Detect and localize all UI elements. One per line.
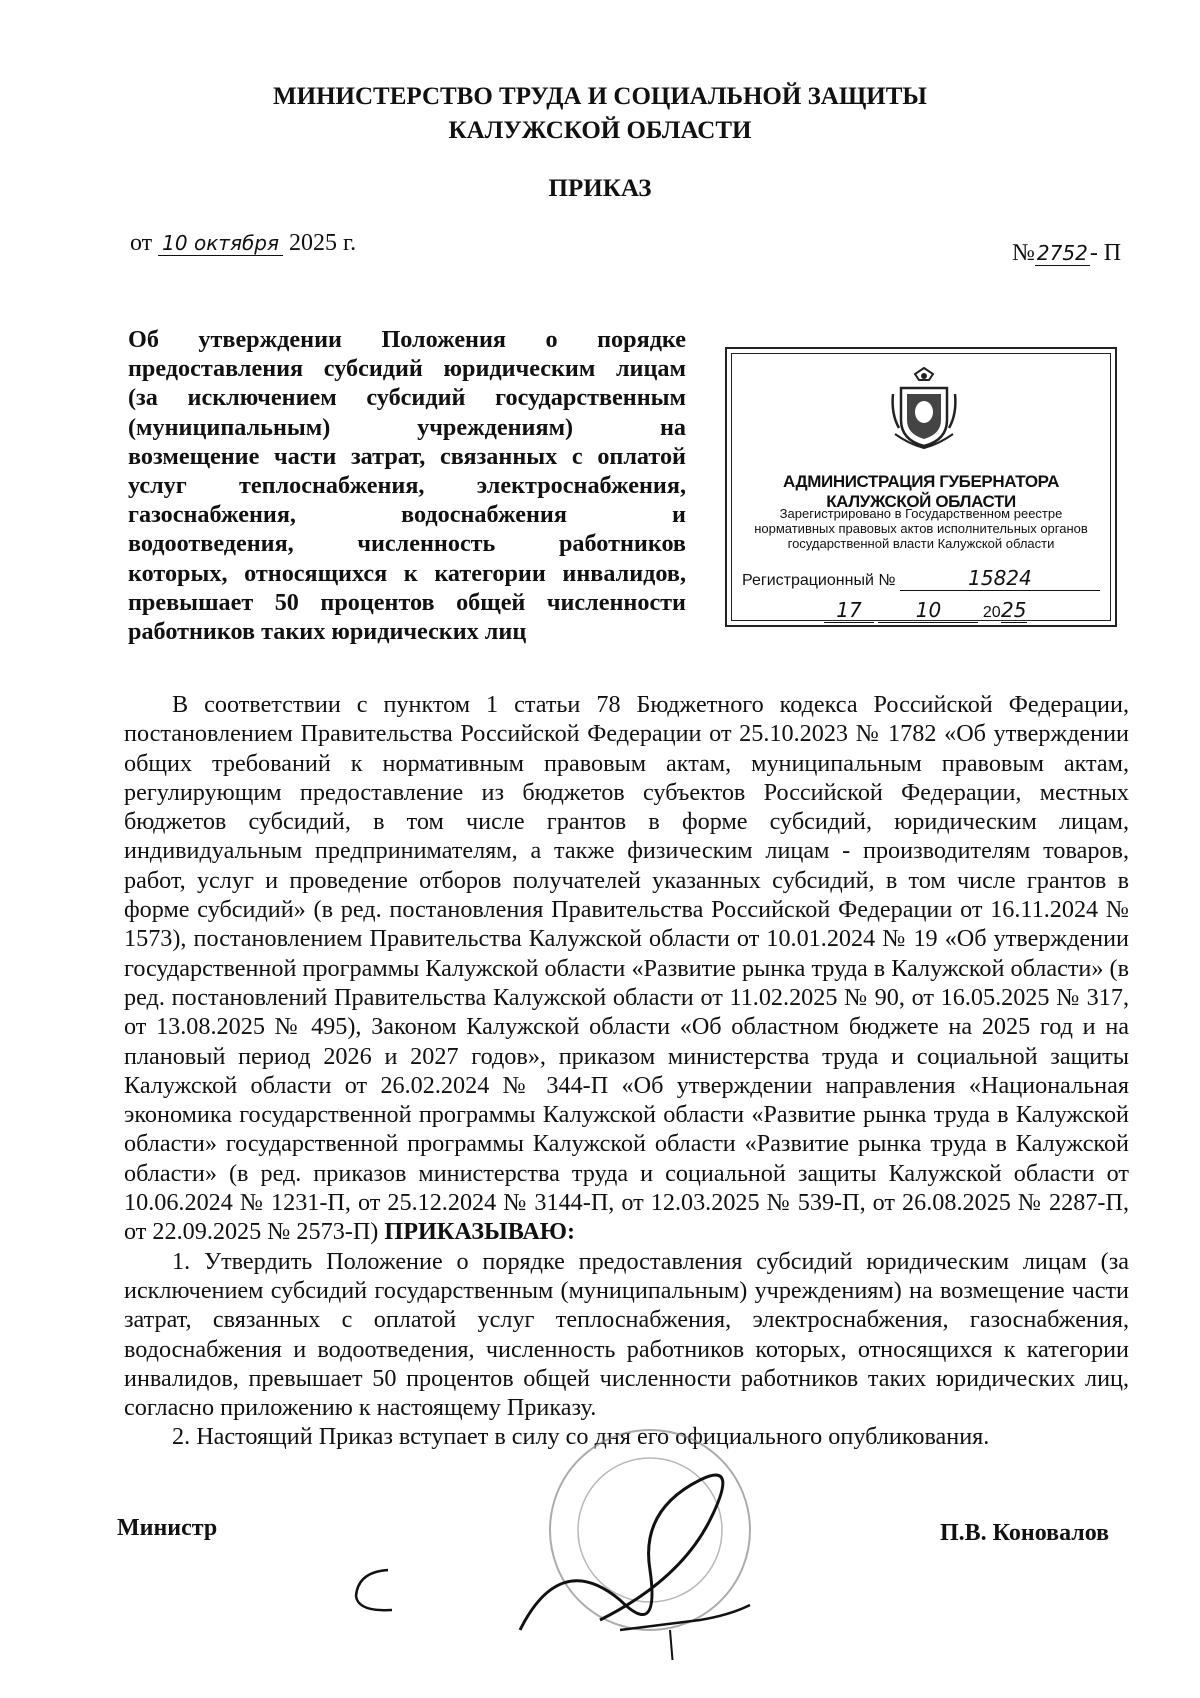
subject-line: водоотведения, численность работников (128, 530, 686, 558)
stamp-reg-year-prefix: 20 (982, 604, 1001, 621)
document-type-title: ПРИКАЗ (548, 175, 652, 202)
order-item-1: 1. Утвердить Положение о порядке предоставления субсидий юридическим лицам (за исключением субсидий государственным (муниципальным) учреждениям) на возмещение части затрат, связанных с оплатой услуг теплоснабжения, электроснабжения, газоснабжения, водоснабжения и водоотведения, численность работников которых, относящихся к категории инвалидов, превышает 50 процентов общей численности работников таких юридических лиц, согласно приложению к настоящему Приказу. (124, 1247, 1129, 1422)
handwritten-number: 2752 (1036, 241, 1088, 265)
stamp-reg-day: 17 (824, 598, 874, 623)
stamp-organization: АДМИНИСТРАЦИЯ ГУБЕРНАТОРА КАЛУЖСКОЙ ОБЛАСТИ (783, 472, 1059, 511)
date-prefix: от (130, 230, 153, 256)
coat-of-arms-icon (889, 364, 959, 450)
stamp-registered-text: Зарегистрировано в Государственном реестре нормативных правовых актов исполнительных органов государственной власти Калужской области (754, 506, 1088, 551)
ministry-name-line2: КАЛУЖСКОЙ ОБЛАСТИ (448, 117, 752, 144)
stamp-reg-month: 10 (878, 598, 978, 623)
number-suffix: - П (1089, 240, 1122, 266)
subject-line: Об утверждении Положения о порядке (128, 326, 686, 353)
subject-line: (муниципальным) учреждениям) на (128, 413, 686, 441)
handwritten-date: 10 октября (158, 231, 283, 256)
order-item-2: 2. Настоящий Приказ вступает в силу со дня его официального опубликования. (172, 1423, 990, 1451)
official-seal-icon (500, 1400, 800, 1660)
signature-stroke-icon (340, 1560, 420, 1620)
subject-line: которых, относящихся к категории инвалидов, (128, 559, 686, 587)
order-subject (128, 325, 686, 646)
subject-line: возмещение части затрат, связанных с оплатой (128, 442, 686, 470)
stamp-registration-date (824, 598, 1027, 623)
stamp-registration-number (742, 566, 1100, 591)
stamp-reg-label: Регистрационный № (742, 572, 896, 589)
registration-stamp (725, 347, 1117, 627)
order-number (1012, 240, 1121, 267)
order-body (124, 690, 1129, 1452)
subject-line: превышает 50 процентов общей численности (128, 588, 686, 616)
stamp-reg-value: 15824 (900, 566, 1100, 591)
subject-line: газоснабжения, водоснабжения и (128, 501, 686, 529)
stamp-reg-year-suffix: 25 (1000, 598, 1027, 622)
preamble-text: В соответствии с пунктом 1 статьи 78 Бюджетного кодекса Российской Федерации, постановлением Правительства Российской Федерации от 25.10.2023 № 1782 «Об утверждении общих требований к нормативным правовым актам, муниципальным правовым актам, регулирующим предоставление из бюджетов субъектов Российской Федерации, местных бюджетов субсидий, в том числе грантов в форме субсидий, юридическим лицам, индивидуальным предпринимателям, а также физическим лицам - производителям товаров, работ, услуг и проведение отборов получателей указанных субсидий, в том числе грантов в форме субсидий» (в ред. постановления Правительства Российской Федерации от 16.11.2024 № 1573), постановлением Правительства Калужской области от 10.01.2024 № 19 «Об утверждении государственной программы Калужской области «Развитие рынка труда в Калужской области» (в ред. постановлений Правительства Калужской области от 11.02.2025 № 90, от 16.05.2025 № 317, от 13.08.2025 № 495), Законом Калужской области «Об областном бюджете на 2025 год и на плановый период 2026 и 2027 годов», приказом министерства труда и социальной защиты Калужской области от 26.02.2024 № 344-П «Об утверждении направления «Национальная экономика государственной программы Калужской области «Развитие рынка труда в Калужской области» государственной программы Калужской области «Развитие рынка труда в Калужской области» (в ред. приказов министерства труда и социальной защиты Калужской области от 10.06.2024 № 1231-П, от 25.12.2024 № 3144-П, от 12.03.2025 № 539-П, от 26.08.2025 № 2287-П, от 22.09.2025 № 2573-П) (124, 691, 1129, 1246)
signer-name: П.В. Коновалов (940, 1520, 1110, 1546)
signer-position: Министр (117, 1515, 218, 1541)
preamble-paragraph (124, 690, 1129, 1247)
subject-line: (за исключением субсидий государственным (128, 384, 686, 412)
subject-line: услуг теплоснабжения, электроснабжения, (128, 472, 686, 500)
order-word: ПРИКАЗЫВАЮ: (384, 1218, 576, 1246)
subject-line: работников таких юридических лиц (128, 618, 527, 646)
ministry-name-line1: МИНИСТЕРСТВО ТРУДА И СОЦИАЛЬНОЙ ЗАЩИТЫ (273, 83, 927, 110)
number-prefix: № (1012, 240, 1035, 266)
order-date (130, 230, 356, 257)
subject-line: предоставления субсидий юридическим лицам (128, 355, 686, 383)
date-year: 2025 г. (289, 230, 357, 256)
